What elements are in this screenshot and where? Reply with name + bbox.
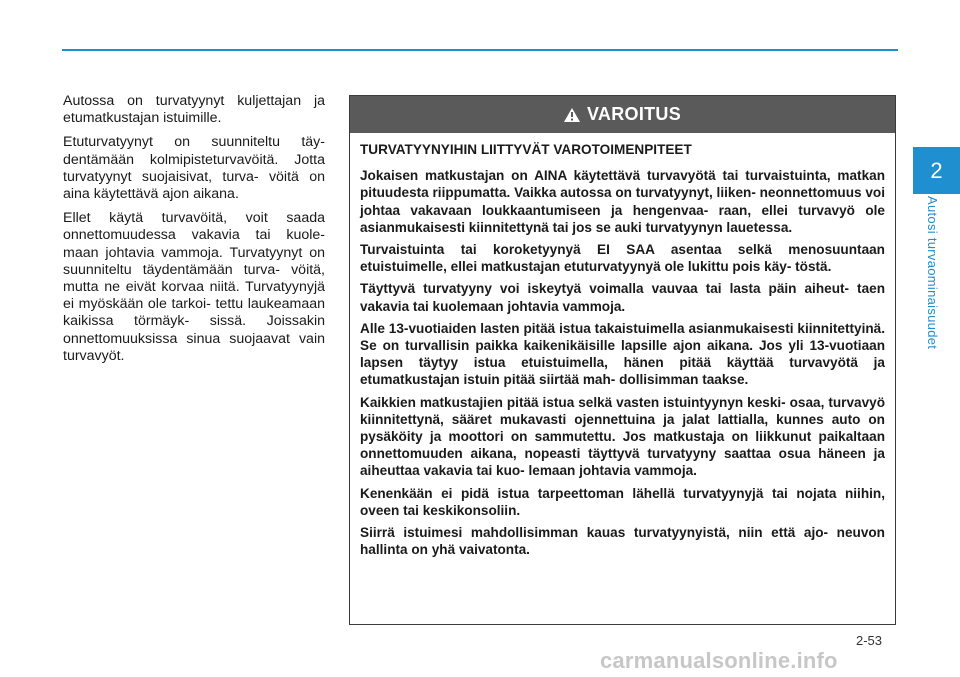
body-paragraph: Etuturvatyynyt on suunniteltu täy- dentämään kolmipisteturvavöitä. Jotta turvatyynyt suojaisivat, turva- vöitä on aina käytettävä ajon aikana. <box>63 134 325 203</box>
page-number: 2-53 <box>856 633 883 648</box>
header-rule <box>62 49 898 51</box>
warning-paragraph: Siirrä istuimesi mahdollisimman kauas turvatyynyistä, niin että ajo- neuvon hallinta on yhä vaivatonta. <box>360 525 885 558</box>
warning-paragraph: Kenenkään ei pidä istua tarpeettoman lähellä turvatyynyjä tai nojata niihin, oveen tai keskikonsoliin. <box>360 485 885 518</box>
chapter-title: Autosi turvaominaisuudet <box>925 196 940 350</box>
watermark: carmanualsonline.info <box>600 648 838 673</box>
chapter-tab <box>913 147 960 194</box>
warning-paragraph: Turvaistuinta tai koroketyynyä EI SAA asentaa selkä menosuuntaan etuistuimelle, ellei matkustajan etuturvatyynyä ole lukittu pois käy- töstä. <box>360 242 885 275</box>
warning-title: VAROITUS <box>586 104 682 124</box>
warning-paragraph: Alle 13-vuotiaiden lasten pitää istua takaistuimella asianmukaisesti kiinnitettyinä. Se on turvallisin paikka kaikenikäisille lapsille ajon aikana. Jos yli 13-vuotiaan lapsen täytyy istua etuistuimella, hänen pitää käyttää turvavyötä ja etumatkustajan istuin pitää siirtää mah- dollisimman taakse. <box>360 320 885 388</box>
chapter-number: 2 <box>930 157 943 183</box>
warning-triangle-icon <box>564 108 580 122</box>
warning-body <box>350 133 895 558</box>
warning-header <box>350 96 895 133</box>
body-paragraph: Ellet käytä turvavöitä, voit saada onnettomuudessa vakavia tai kuole- maan johtavia vammoja. Turvatyynyt on suunniteltu täydentämään turva- vöitä, mutta ne eivät korvaa niitä. Turvatyynyjä ei myöskään ole tarkoi- tettu laukeamaan kaikissa törmäyk- sissä. Joissakin onnettomuuksissa sinua suojaavat vain turvavyöt. <box>63 210 325 364</box>
warning-heading: TURVATYYNYIHIN LIITTYVÄT VAROTOIMENPITEET <box>360 142 692 157</box>
body-text-column <box>63 93 325 372</box>
warning-paragraph: Kaikkien matkustajien pitää istua selkä vasten istuintyynyn keski- osaa, turvavyö kiinnitettynä, sääret mukavasti ojennettuina ja jalat lattialla, kunnes auto on pysäköity ja moottori on sammutettu. Jos matkustaja on liikkunut paikaltaan onnettomuuden aikana, nopeasti täyttyvä turvatyyny saattaa osua häneen ja aiheuttaa vakavia tai kuo- lemaan johtavia vammoja. <box>360 394 885 479</box>
warning-paragraph: Täyttyvä turvatyyny voi iskeytyä voimalla vauvaa tai lasta päin aiheut- taen vakavia tai kuolemaan johtavia vammoja. <box>360 281 885 314</box>
warning-paragraph: Jokaisen matkustajan on AINA käytettävä turvavyötä tai turvaistuinta, matkan pituudesta riippumatta. Vaikka autossa on turvatyynyt, liiken- neonnettomuus voi johtaa vakavaan loukkaantumiseen ja hengenvaa- raan, ellei turvavyö ole asianmukaisesti kiinnitettynä tai jos se auki turvatyynyn lauetessa. <box>360 168 885 235</box>
body-paragraph: Autossa on turvatyynyt kuljettajan ja etumatkustajan istuimille. <box>63 93 325 127</box>
warning-box <box>349 95 896 625</box>
